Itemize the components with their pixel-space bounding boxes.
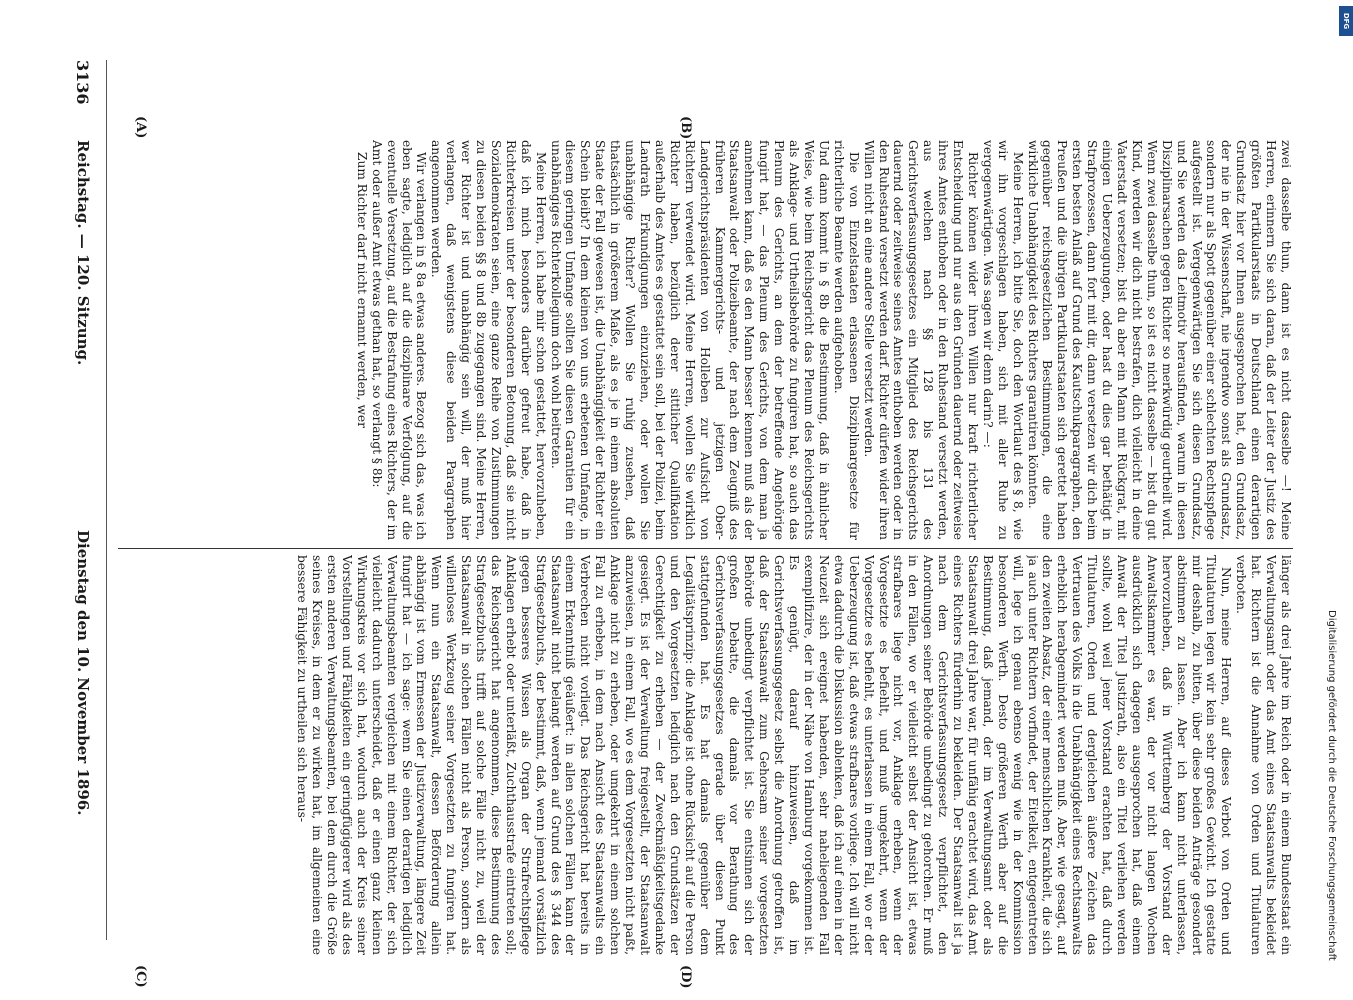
paragraph: Meine Herren, ich bitte Sie, doch den Wortlaut des § 8, wie wir ihn vorgeschlagen haben, sich mit aller Ruhe zu vergegenwärtigen. Was sagen wir denn darin? —: bbox=[980, 140, 1025, 540]
paragraph: zwei dasselbe thun, dann ist es nicht dasselbe —! Meine Herren, erinnern Sie sich daran, daß der Leiter der Justiz des größten Partikularstaats in Deutschland einen derartigen Grundsatz hier vor Ihnen ausgesprochen hat, den Grundsatz, der nie in der Wissenschaft, nie irgendwo sonst als Grundsatz, sondern nur als Spott gegenüber einer schlechten Rechtspflege aufgestellt ist. Vergegenwärtigen Sie sich diesen Grundsatz, und Sie werden das Leitmotiv herausfinden, warum in diesen Disziplinarsachen gegen Richter so merkwürdig geurtheilt wird. Wenn zwei dasselbe thun, so ist es nicht dasselbe — bist du gut Kind, werden wir dich nicht bestrafen, dich vielleicht in deine Vaterstadt versetzen; bist du aber ein Mann mit Rückgrat, mit einigen Ueberzeugungen, oder hast du dies gar bethätigt in Strafprozessen, dann fort mit dir, dann versetzen wir dich beim ersten besten Anlaß auf Grund des Kautschukparagraphen, den Preußen und die übrigen Partikularstaaten sich gerettet haben gegenüber reichsgesetzlichen Bestimmungen, die eine wirkliche Unabhängigkeit des Richters garantiren könnten. bbox=[1025, 140, 1293, 540]
digitization-credit: Digitalisierung gefördert durch die Deutsche Forschungsgemeinschaft bbox=[1326, 610, 1337, 961]
right-column bbox=[118, 555, 1293, 955]
column-divider bbox=[118, 548, 1293, 549]
session-date: Dienstag den 10. November 1896. bbox=[74, 530, 92, 816]
header-rule bbox=[106, 60, 107, 940]
paragraph: Zum Richter darf nicht ernannt werden, wer bbox=[354, 152, 369, 428]
margin-letter-c: (C) bbox=[133, 965, 148, 988]
dfg-logo-text: DFG bbox=[1342, 12, 1350, 30]
page-header bbox=[65, 60, 101, 940]
paragraph: Und dann kommt in § 8b die Bestimmung, daß in ähnlicher Weise, wie beim Reichsgericht das Plenum des Reichsgerichts als Anklage- und Urtheilsbehörde zu fungiren hat, so auch das Plenum des Gerichts, an dem der betreffende Angehörige fungirt hat, — das Plenum des Gerichts, von dem man ja annehmen kann, daß es den Mann besser kennen muß als der Staatsanwalt oder Polizeibeamte, der nach dem Zeugniß des früheren Kammergerichts- und jetzigen Ober-Landgerichtspräsidenten von Holleben zur Aufsicht von Richtern verwendet wird. Meine Herren, wollen Sie wirklich Richter haben, bezüglich derer sittlicher Qualifikation außerhalb des Amtes es gestattet sein soll, bei der Polizei, beim Landrath Erkundigungen einzuziehen, oder wollen Sie unabhängige Richter? Wollen Sie ruhig zusehen, daß thatsächlich in größerem Maße, als es je in einem absoluten Staate der Fall gewesen ist, die Unabhängigkeit der Richter ein Schein bleibt? In dem kleinen von uns erbetenen Umfange, in diesem geringen Umfange sollten Sie diesen Garantien für ein unabhängiges Richterkollegium doch wohl beitreten. bbox=[548, 140, 831, 540]
left-column bbox=[118, 140, 1293, 540]
paragraph: Die von Einzelstaaten erlassenen Disziplinargesetze für richterliche Beamte werden aufgehoben. bbox=[831, 140, 861, 540]
paragraph: Meine Herren, ich habe mir schon gestattet, hervorzuheben, daß ich mich besonders darüber gefreut habe, daß in Richterkreisen unter der besonderen Betonung, daß sie nicht Sozialdemokraten seien, eine ganze Reihe von Zustimmungen zu diesen beiden §§ 8 und 8b zugegangen sind. Meine Herren, wer Richter ist und unabhängig sein will, der muß hier verlangen, daß wenigstens diese beiden Paragraphen angenommen werden. bbox=[429, 140, 548, 540]
paragraph: Wir verlangen in § 8a etwas anderes. Bezog sich das, was ich eben sagte, lediglich auf die disziplinare Verfolgung, auf die eventuelle Versetzung, auf die Bestrafung eines Richters, der im Amt oder außer Amt etwas gethan hat, so verlangt § 8b: bbox=[369, 140, 429, 540]
session-title: Reichstag. — 120. Sitzung. bbox=[74, 140, 92, 366]
paragraph: Richter können wider ihren Willen nur kraft richterlicher Entscheidung und nur aus den Gründen dauernd oder zeitweise ihres Amtes enthoben oder in den Ruhestand versetzt werden, aus welchen nach §§ 128 bis 131 des Gerichtsverfassungsgesetzes ein Mitglied des Reichsgerichts dauernd oder zeitweise seines Amtes enthoben werden oder in den Ruhestand versetzt werden darf. Richter dürfen wider ihren Willen nicht an eine andere Stelle versetzt werden. bbox=[861, 140, 980, 540]
margin-letter-d: (D) bbox=[678, 965, 693, 989]
margin-letter-b: (B) bbox=[678, 116, 693, 140]
dfg-logo bbox=[1339, 6, 1353, 36]
paragraph: länger als drei Jahre im Reich oder in einem Bundesstaat ein Verwaltungsamt oder das Amt eines Staatsanwalts bekleidet hat. Richtern ist die Annahme von Orden und Titulaturen verboten. bbox=[1234, 555, 1293, 955]
page-number: 3136 bbox=[73, 60, 93, 105]
paragraph: Nun, meine Herren, auf dieses Verbot von Orden und Titulaturen legen wir kein sehr großes Gewicht. Ich gestatte mir deshalb, zu bitten, über diese beiden Anträge gesondert abstimmen zu lassen. Aber ich kann nicht unterlassen, hervorzuheben, daß in Württemberg der Vorstand der Anwaltskammer es war, der vor nicht langen Wochen ausdrücklich sich dagegen ausgesprochen hat, daß einem Anwalt der Titel Justizrath, also ein Titel verliehen werden sollte, wohl weil jener Vorstand erachten hat, daß durch Titulaturen, Orden und dergleichen äußere Zeichen das Vertrauen des Volks in die Unabhängigkeit eines Rechtsanwalts erheblich herabgemindert werden muß. Aber, wie gesagt, auf den zweiten Absatz, der einer menschlichen Krankheit, die sich ja auch unter Richtern vorfindet, der Eitelkeit, entgegentreten will, lege ich genau ebenso wenig wie in der Kommission besonderen Werth. Desto größeren Werth aber auf die Bestimmung, daß jemand, der im Verwaltungsamt oder als Staatsanwalt drei Jahre war, für unfähig erachtet wird, das Amt eines Richters fürderhin zu bekleiden. Der Staatsanwalt ist ja nach dem Gerichtsverfassungsgesetz verpflichtet, den Anordnungen seiner Behörde unbedingt zu gehorchen. Er muß in den Fällen, wo er vielleicht selbst der Ansicht ist, etwas strafbares liege nicht vor, Anklage erheben, wenn der Vorgesetzte es befiehlt, und muß umgekehrt, wenn der Vorgesetzte es befiehlt, es unterlassen in einem Fall, wo er der Ueberzeugung ist, daß etwas strafbares vorliege. Ich will nicht etwa dadurch die Diskussion ablenken, daß ich auf einen in der Neuzeit sich ereignet habenden, sehr naheliegenden Fall exemplifizire, der in der Nähe von Hamburg vorgekommen ist. Es genügt, darauf hinzuweisen, daß im Gerichtsverfassungsgesetz selbst die Anordnung getroffen ist, daß der Staatsanwalt zum Gehorsam seiner vorgesetzten Behörde unbedingt verpflichtet ist. Sie entsinnen sich der großen Debatte, die damals vor Berathung des Gerichtsverfassungsgesetzes gerade über diesen Punkt stattgefunden hat. Es hat damals gegenüber dem Legalitätsprinzip: die Anklage ist ohne Rücksicht auf die Person und den Vorgesetzten lediglich nach den Grundsätzen der Gerechtigkeit zu erheben — der Zweckmäßigkeitsgedanke gesiegt. Es ist der Verwaltung freigestellt, der Staatsanwalt anzuweisen, in einem Fall, wo es dem Vorgesetzten nicht paßt, Anklage nicht zu erheben, oder umgekehrt in einem solchen Fall zu erheben, in dem nach Ansicht des Staatsanwalts ein Verbrechen nicht vorliegt. Das Reichsgericht hat bereits in einem Erkenntniß geäußert: in allen solchen Fällen kann der Staatsanwalt nicht belangt werden auf Grund des § 344 des Strafgesetzbuchs, der bestimmt, daß, wenn jemand vorsätzlich gegen besseres Wissen als Organ der Strafrechtspflege Anklagen erhebt oder unterläßt, Zuchthausstrafe eintreten soll; das Reichsgericht hat angenommen, diese Bestimmung des Strafgesetzbuchs trifft auf solche Fälle nicht zu, weil der Staatsanwalt in solchen Fällen nicht als Person, sondern als willenloses Werkzeug seiner Vorgesetzten zu fungiren hat. Wenn nun ein Staatsanwalt, dessen Beförderung allein abhängig ist vom Ermessen der Justizverwaltung, längere Zeit fungirt hat — ich sage: wenn Sie einen derartigen lediglich Verwaltungsbeamten vergleichen mit einem Richter, der sich vielleicht dadurch unterscheidet, daß er einen ganz kleinen Wirkungskreis vor sich hat, wodurch auch der Kreis seiner Vorstellungen und Fähigkeiten ein geringfügigerer wird als des ersten anderen Verwaltungsbeamten, bei dem durch die Größe seines Kreises, in dem er zu wirken hat, im allgemeinen eine bessere Fähigkeit zu urtheilen sich heraus- bbox=[295, 555, 1234, 955]
margin-letter-a: (A) bbox=[133, 116, 148, 139]
